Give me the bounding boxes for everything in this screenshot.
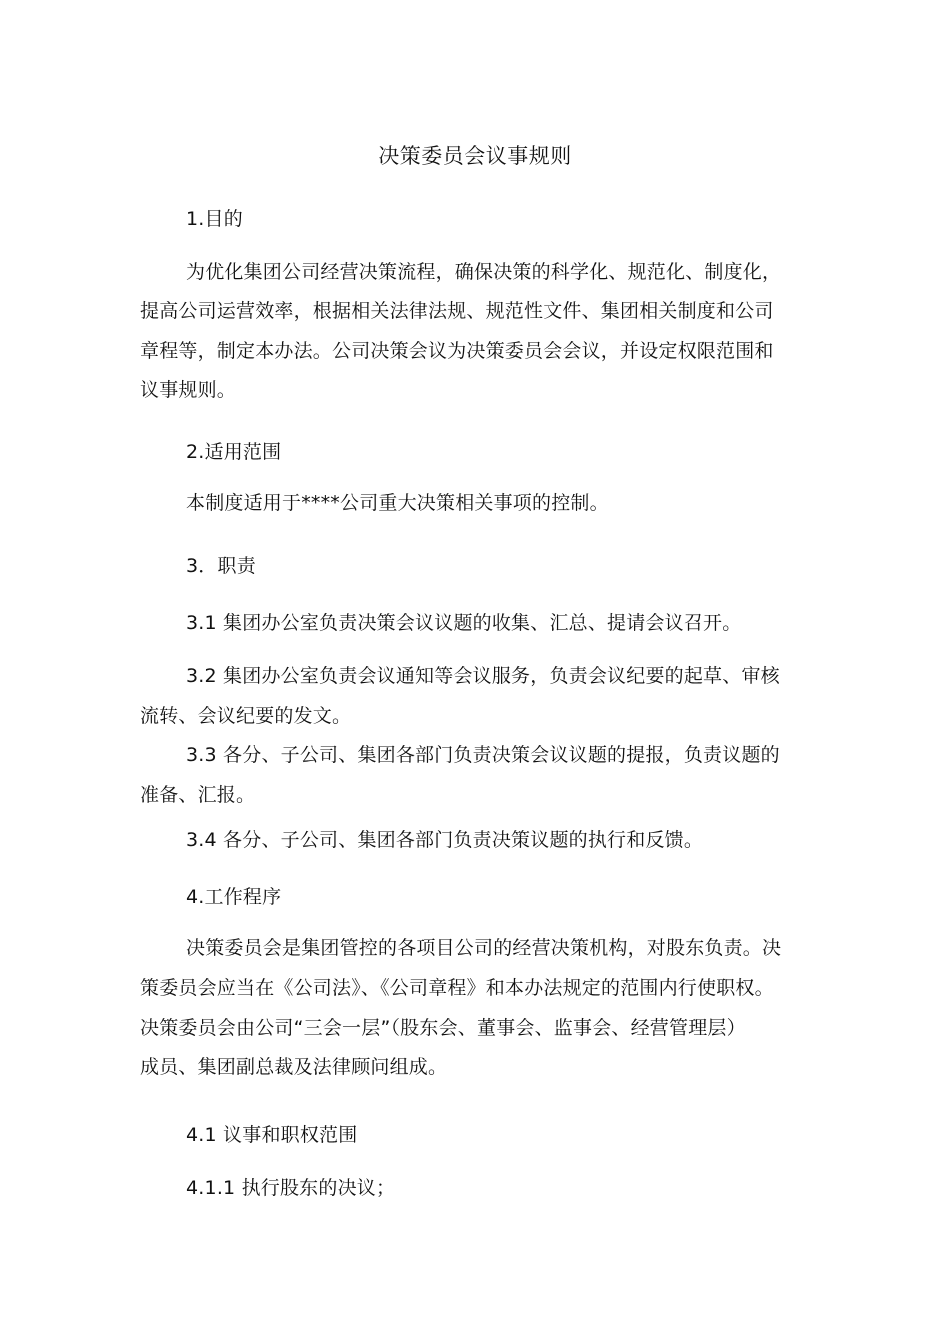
section-4-1-1: 4.1.1 执行股东的决议；	[186, 1177, 396, 1199]
section-4-1-heading: 4.1 议事和职权范围	[186, 1124, 358, 1146]
section-4-body-line-3: 决策委员会由公司“三会一层”（股东会、董事会、监事会、经营管理层）	[140, 1017, 746, 1039]
section-1-body-line-2: 提高公司运营效率，根据相关法律法规、规范性文件、集团相关制度和公司	[140, 300, 774, 322]
section-4-body-line-4: 成员、集团副总裁及法律顾问组成。	[140, 1056, 448, 1078]
section-3-3-line-2: 准备、汇报。	[140, 784, 256, 806]
section-3-2-line-1: 3.2 集团办公室负责会议通知等会议服务，负责会议纪要的起草、审核	[186, 665, 780, 687]
section-3-2-line-2: 流转、会议纪要的发文。	[140, 705, 352, 727]
section-3-4: 3.4 各分、子公司、集团各部门负责决策议题的执行和反馈。	[186, 829, 704, 851]
section-4-heading: 4.工作程序	[186, 886, 282, 908]
section-1-body-line-1: 为优化集团公司经营决策流程，确保决策的科学化、规范化、制度化，	[186, 261, 782, 283]
section-3-3-line-1: 3.3 各分、子公司、集团各部门负责决策会议议题的提报，负责议题的	[186, 744, 780, 766]
section-4-body-line-2: 策委员会应当在《公司法》、《公司章程》和本办法规定的范围内行使职权。	[140, 977, 774, 999]
section-1-body-line-3: 章程等，制定本办法。公司决策会议为决策委员会会议，并设定权限范围和	[140, 340, 774, 362]
section-3-heading: 3．职责	[186, 555, 256, 577]
section-2-body: 本制度适用于****公司重大决策相关事项的控制。	[186, 492, 609, 514]
section-1-heading: 1.目的	[186, 208, 243, 230]
section-3-1: 3.1 集团办公室负责决策会议议题的收集、汇总、提请会议召开。	[186, 612, 742, 634]
section-2-heading: 2.适用范围	[186, 441, 282, 463]
section-4-body-line-1: 决策委员会是集团管控的各项目公司的经营决策机构，对股东负责。决	[186, 937, 782, 959]
section-1-body-line-4: 议事规则。	[140, 379, 237, 401]
document-title: 决策委员会议事规则	[378, 144, 572, 168]
